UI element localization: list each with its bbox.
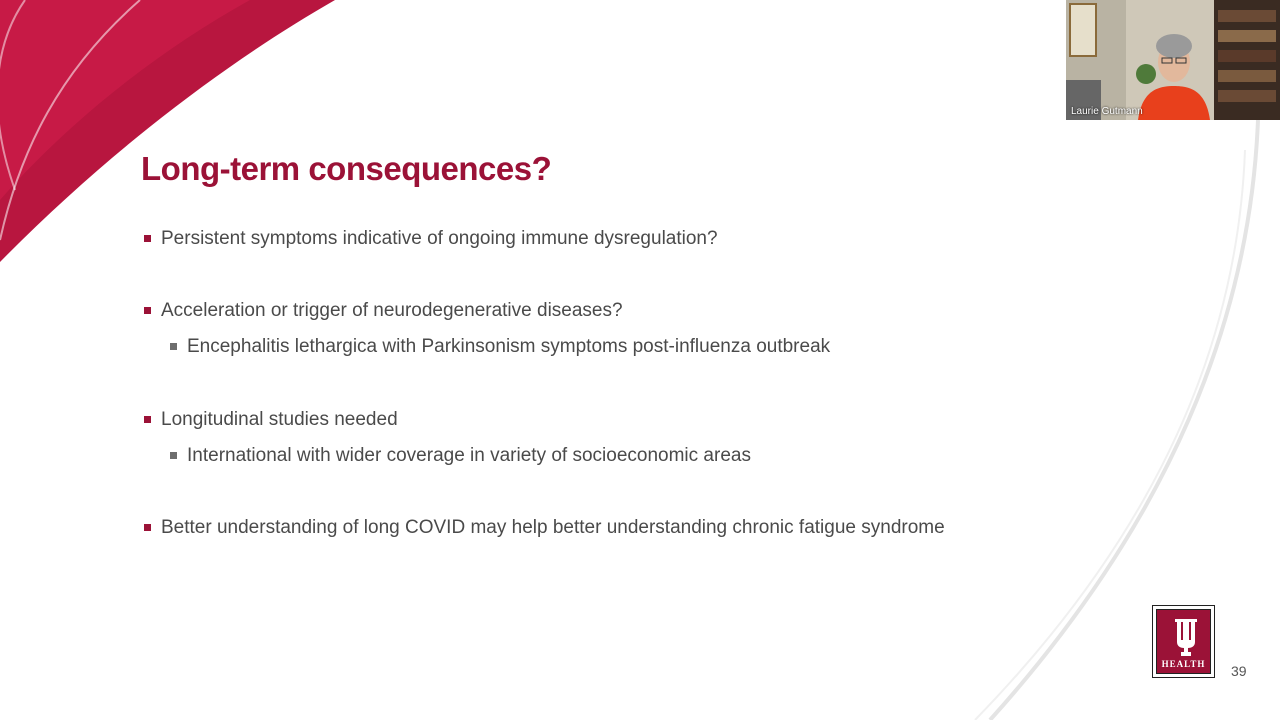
bullet-item	[161, 517, 945, 539]
sub-bullet-item	[187, 445, 751, 467]
participant-video-feed	[1066, 0, 1280, 120]
iu-health-logo	[1152, 605, 1215, 678]
sub-bullet-item	[187, 336, 830, 358]
slide-title: Long-term consequences?	[141, 150, 552, 187]
bullet-text: International with wider coverage in variety of socioeconomic areas	[187, 445, 751, 466]
bullet-item	[161, 300, 623, 322]
participant-video-tile[interactable]	[1066, 0, 1280, 120]
logo-background	[1156, 609, 1211, 674]
logo-text: HEALTH	[1161, 659, 1206, 669]
participant-name-label: Laurie Gutmann	[1071, 106, 1143, 117]
iu-trident-icon	[1167, 615, 1205, 659]
bullet-text: Longitudinal studies needed	[161, 409, 398, 430]
bullet-marker	[144, 524, 151, 531]
bullet-text: Persistent symptoms indicative of ongoing immune dysregulation?	[161, 228, 718, 249]
bullet-marker	[170, 343, 177, 350]
bullet-item	[161, 228, 718, 250]
bullet-item	[161, 409, 398, 431]
bullet-text: Acceleration or trigger of neurodegenerative diseases?	[161, 300, 623, 321]
bullet-text: Encephalitis lethargica with Parkinsonism symptoms post-influenza outbreak	[187, 336, 831, 357]
bullet-text: Better understanding of long COVID may help better understanding chronic fatigue syndrome	[161, 517, 945, 538]
page-number: 39	[1231, 663, 1247, 679]
bullet-marker	[170, 452, 177, 459]
bullet-marker	[144, 235, 151, 242]
bullet-marker	[144, 416, 151, 423]
bullet-marker	[144, 307, 151, 314]
